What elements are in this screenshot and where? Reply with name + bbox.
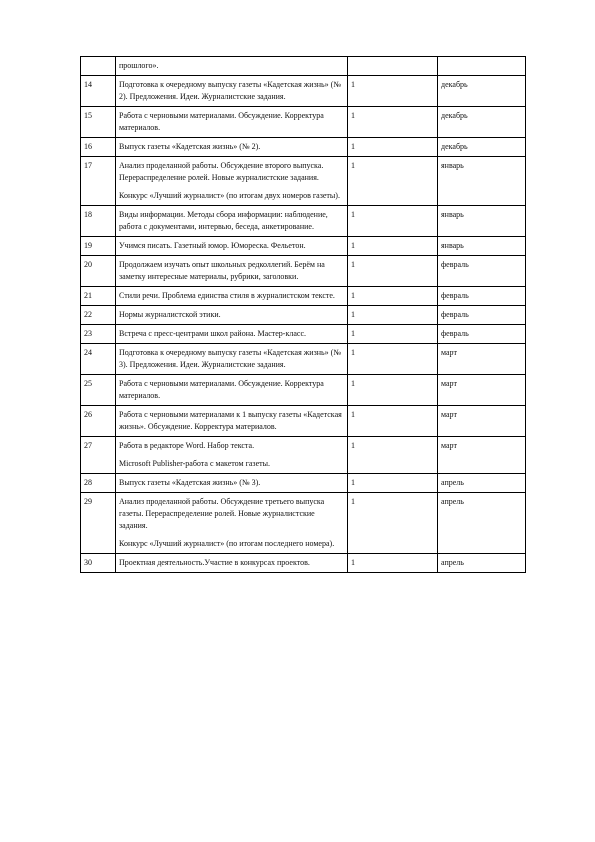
row-month: апрель — [438, 554, 526, 573]
row-number — [81, 57, 116, 76]
row-number: 16 — [81, 138, 116, 157]
table-row — [81, 138, 526, 157]
row-topic — [116, 157, 348, 206]
row-hours — [348, 57, 438, 76]
topic-paragraph: Учимся писать. Газетный юмор. Юмореска. Фельетон. — [119, 241, 306, 250]
row-month: март — [438, 437, 526, 474]
row-month: декабрь — [438, 138, 526, 157]
topic-paragraph: Подготовка к очередному выпуску газеты «Кадетская жизнь» (№ 2). Предложения. Идеи. Журналистские задания. — [119, 80, 341, 101]
topic-paragraph: Продолжаем изучать опыт школьных редколлегий. Берём на заметку интересные материалы, рубрики, заголовки. — [119, 260, 325, 281]
schedule-table — [80, 56, 526, 573]
row-hours: 1 — [348, 474, 438, 493]
row-number: 30 — [81, 554, 116, 573]
topic-paragraph: Microsoft Publisher-работа с макетом газеты. — [119, 459, 270, 468]
row-hours: 1 — [348, 437, 438, 474]
table-row — [81, 375, 526, 406]
row-month: январь — [438, 157, 526, 206]
row-hours: 1 — [348, 554, 438, 573]
row-topic — [116, 206, 348, 237]
topic-paragraph: Проектная деятельность.Участие в конкурсах проектов. — [119, 558, 310, 567]
row-number: 14 — [81, 76, 116, 107]
row-topic — [116, 287, 348, 306]
row-month: декабрь — [438, 107, 526, 138]
row-topic — [116, 237, 348, 256]
row-topic — [116, 344, 348, 375]
row-hours: 1 — [348, 493, 438, 554]
row-month: февраль — [438, 256, 526, 287]
row-number: 18 — [81, 206, 116, 237]
topic-paragraph: Конкурс «Лучший журналист» (по итогам двух номеров газеты). — [119, 191, 340, 200]
row-month: февраль — [438, 287, 526, 306]
topic-paragraph: Встреча с пресс-центрами школ района. Мастер-класс. — [119, 329, 307, 338]
row-number: 17 — [81, 157, 116, 206]
topic-paragraph: Работа с черновыми материалами к 1 выпуску газеты «Кадетская жизнь». Обсуждение. Корректура материалов. — [119, 410, 342, 431]
table-row — [81, 493, 526, 554]
topic-paragraph: Конкурс «Лучший журналист» (по итогам последнего номера). — [119, 539, 335, 548]
row-topic — [116, 493, 348, 554]
table-row — [81, 325, 526, 344]
row-number: 28 — [81, 474, 116, 493]
row-month: февраль — [438, 306, 526, 325]
row-topic — [116, 306, 348, 325]
row-hours: 1 — [348, 325, 438, 344]
row-number: 19 — [81, 237, 116, 256]
row-month: апрель — [438, 493, 526, 554]
row-hours: 1 — [348, 344, 438, 375]
row-hours: 1 — [348, 256, 438, 287]
row-number: 24 — [81, 344, 116, 375]
topic-paragraph: Анализ проделанной работы. Обсуждение третьего выпуска газеты. Перераспределение ролей. Новые журналистские задания. — [119, 497, 325, 530]
row-topic — [116, 57, 348, 76]
row-topic — [116, 554, 348, 573]
topic-paragraph: Нормы журналистской этики. — [119, 310, 221, 319]
row-month: март — [438, 344, 526, 375]
table-row — [81, 306, 526, 325]
table-row — [81, 474, 526, 493]
row-month: апрель — [438, 474, 526, 493]
row-topic — [116, 76, 348, 107]
topic-paragraph: Работа с черновыми материалами. Обсуждение. Корректура материалов. — [119, 111, 324, 132]
schedule-table-body — [81, 57, 526, 573]
row-hours: 1 — [348, 107, 438, 138]
row-month: февраль — [438, 325, 526, 344]
row-number: 27 — [81, 437, 116, 474]
row-hours: 1 — [348, 76, 438, 107]
row-month: январь — [438, 237, 526, 256]
row-hours: 1 — [348, 157, 438, 206]
row-topic — [116, 138, 348, 157]
topic-paragraph: Виды информации. Методы сбора информации: наблюдение, работа с документами, интервью, беседа, анкетирование. — [119, 210, 328, 231]
topic-paragraph: Работа с черновыми материалами. Обсуждение. Корректура материалов. — [119, 379, 324, 400]
table-row — [81, 206, 526, 237]
topic-paragraph: Выпуск газеты «Кадетская жизнь» (№ 2). — [119, 142, 261, 151]
table-row — [81, 256, 526, 287]
row-hours: 1 — [348, 306, 438, 325]
row-number: 22 — [81, 306, 116, 325]
row-number: 29 — [81, 493, 116, 554]
table-row — [81, 57, 526, 76]
table-row — [81, 406, 526, 437]
table-row — [81, 344, 526, 375]
row-number: 15 — [81, 107, 116, 138]
topic-paragraph: прошлого». — [119, 61, 159, 70]
row-month: март — [438, 375, 526, 406]
topic-paragraph: Анализ проделанной работы. Обсуждение второго выпуска. Перераспределение ролей. Новые журналистские задания. — [119, 161, 324, 182]
row-hours: 1 — [348, 375, 438, 406]
row-hours: 1 — [348, 406, 438, 437]
table-row — [81, 437, 526, 474]
row-number: 26 — [81, 406, 116, 437]
row-hours: 1 — [348, 138, 438, 157]
row-number: 25 — [81, 375, 116, 406]
row-topic — [116, 325, 348, 344]
topic-paragraph: Выпуск газеты «Кадетская жизнь» (№ 3). — [119, 478, 261, 487]
row-topic — [116, 474, 348, 493]
row-number: 20 — [81, 256, 116, 287]
row-month: декабрь — [438, 76, 526, 107]
topic-paragraph: Работа в редакторе Word. Набор текста. — [119, 441, 255, 450]
table-row — [81, 237, 526, 256]
row-hours: 1 — [348, 237, 438, 256]
row-number: 23 — [81, 325, 116, 344]
row-month: январь — [438, 206, 526, 237]
table-row — [81, 157, 526, 206]
table-row — [81, 76, 526, 107]
row-topic — [116, 437, 348, 474]
row-topic — [116, 375, 348, 406]
row-topic — [116, 406, 348, 437]
row-hours: 1 — [348, 206, 438, 237]
table-row — [81, 554, 526, 573]
row-hours: 1 — [348, 287, 438, 306]
topic-paragraph: Стили речи. Проблема единства стиля в журналистском тексте. — [119, 291, 335, 300]
row-month — [438, 57, 526, 76]
row-month: март — [438, 406, 526, 437]
topic-paragraph: Подготовка к очередному выпуску газеты «Кадетская жизнь» (№ 3). Предложения. Идеи. Журналистские задания. — [119, 348, 341, 369]
row-topic — [116, 256, 348, 287]
row-number: 21 — [81, 287, 116, 306]
table-row — [81, 287, 526, 306]
table-row — [81, 107, 526, 138]
row-topic — [116, 107, 348, 138]
